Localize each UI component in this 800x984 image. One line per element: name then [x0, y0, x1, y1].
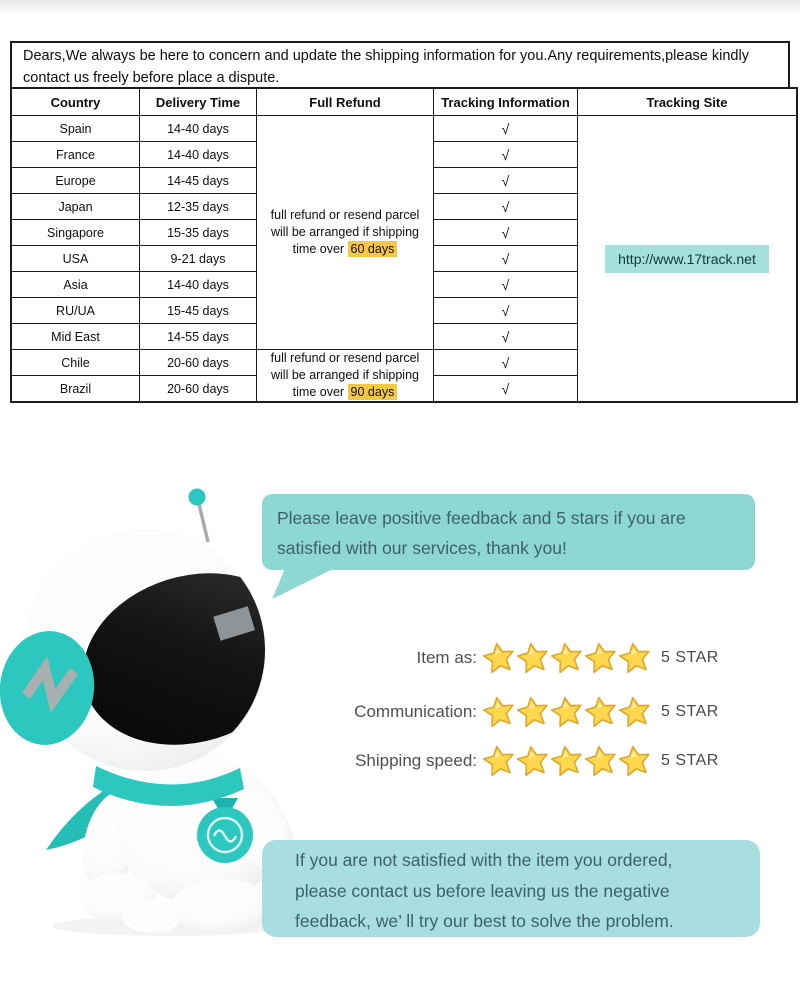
cell-tracking — [434, 220, 578, 246]
star-icon — [514, 693, 553, 732]
star-icon — [548, 742, 587, 781]
cell-country: Chile — [11, 350, 140, 376]
star-rating — [482, 641, 652, 675]
cell-delivery-time: 14-55 days — [140, 324, 257, 350]
cell-delivery-time: 15-35 days — [140, 220, 257, 246]
cell-tracking — [434, 142, 578, 168]
rating-row — [0, 641, 719, 675]
refund-policy-line: full refund or resend parcel — [270, 208, 420, 222]
refund-policy-line: will be arranged if shipping — [270, 225, 419, 239]
cell-delivery-time: 14-40 days — [140, 272, 257, 298]
robot-right-foot — [172, 879, 272, 933]
star-icon — [616, 693, 655, 732]
speech-bubble-line: satisfied with our services, thank you! — [277, 538, 567, 558]
cell-country: France — [11, 142, 140, 168]
footer-note-line: If you are not satisfied with the item you ordered, — [295, 850, 673, 870]
cell-country: Spain — [11, 116, 140, 142]
rating-row — [0, 744, 719, 778]
cell-tracking — [434, 116, 578, 142]
star-icon — [616, 742, 655, 781]
checkmark-icon: √ — [501, 198, 510, 215]
table-row — [11, 116, 797, 142]
star-icon — [616, 639, 655, 678]
checkmark-icon: √ — [501, 354, 510, 371]
cell-country: Mid East — [11, 324, 140, 350]
top-edge-shading — [0, 0, 800, 14]
star-rating — [482, 695, 652, 729]
cell-delivery-time: 12-35 days — [140, 194, 257, 220]
refund-policy-line: time over 60 days — [257, 241, 433, 258]
rating-suffix: 5 STAR — [661, 649, 719, 666]
cell-country: Europe — [11, 168, 140, 194]
cell-tracking — [434, 168, 578, 194]
antenna-icon — [189, 489, 209, 543]
cell-delivery-time: 20-60 days — [140, 376, 257, 403]
cell-delivery-time: 14-45 days — [140, 168, 257, 194]
checkmark-icon: √ — [501, 380, 510, 397]
star-icon — [514, 639, 553, 678]
cell-country: Singapore — [11, 220, 140, 246]
highlighted-days: 60 days — [348, 241, 398, 257]
cell-tracking — [434, 324, 578, 350]
shipping-table — [10, 87, 798, 403]
cell-delivery-time: 20-60 days — [140, 350, 257, 376]
column-header-full-refund: Full Refund — [257, 88, 434, 116]
star-icon — [480, 693, 519, 732]
notice-box — [10, 41, 790, 89]
notice-line: contact us freely before place a dispute. — [23, 69, 280, 86]
speech-bubble — [262, 494, 755, 570]
speech-bubble-line: Please leave positive feedback and 5 stars if you are — [277, 508, 686, 528]
checkmark-icon: √ — [501, 302, 510, 319]
cell-country: RU/UA — [11, 298, 140, 324]
cell-refund-policy — [257, 116, 434, 350]
rating-suffix: 5 STAR — [661, 703, 719, 720]
cell-delivery-time: 14-40 days — [140, 142, 257, 168]
star-icon — [582, 693, 621, 732]
cell-tracking — [434, 246, 578, 272]
cell-refund-policy — [257, 350, 434, 403]
notice-line: Dears,We always be here to concern and update the shipping information for you.Any requirements,please kindly — [23, 48, 749, 64]
refund-policy-line: will be arranged if shipping — [270, 368, 419, 382]
cell-tracking — [434, 194, 578, 220]
rating-suffix: 5 STAR — [661, 752, 719, 769]
cell-tracking — [434, 298, 578, 324]
cell-country: Brazil — [11, 376, 140, 403]
star-icon — [548, 693, 587, 732]
star-rating — [482, 744, 652, 778]
checkmark-icon: √ — [501, 224, 510, 241]
cell-tracking-site — [578, 116, 798, 403]
highlighted-days: 90 days — [348, 384, 398, 400]
cell-country: Asia — [11, 272, 140, 298]
cell-delivery-time: 14-40 days — [140, 116, 257, 142]
cell-delivery-time: 9-21 days — [140, 246, 257, 272]
cell-tracking — [434, 272, 578, 298]
checkmark-icon: √ — [501, 250, 510, 267]
checkmark-icon: √ — [501, 120, 510, 137]
refund-policy-line: full refund or resend parcel — [270, 351, 420, 365]
cell-country: Japan — [11, 194, 140, 220]
footer-note-line: feedback, we’ ll try our best to solve the problem. — [295, 911, 674, 931]
footer-note — [262, 840, 760, 937]
cell-delivery-time: 15-45 days — [140, 298, 257, 324]
shipping-table-body — [11, 116, 797, 403]
cell-tracking — [434, 376, 578, 403]
star-icon — [548, 639, 587, 678]
checkmark-icon: √ — [501, 276, 510, 293]
checkmark-icon: √ — [501, 328, 510, 345]
checkmark-icon: √ — [501, 146, 510, 163]
rating-label: Communication: — [354, 702, 477, 721]
rating-row — [0, 695, 719, 729]
rating-label: Item as: — [416, 648, 477, 667]
footer-note-line: please contact us before leaving us the negative — [295, 880, 670, 901]
star-icon — [480, 639, 519, 678]
cell-tracking — [434, 350, 578, 376]
column-header-tracking-information: Tracking Information — [434, 88, 578, 116]
star-icon — [582, 639, 621, 678]
star-icon — [480, 742, 519, 781]
cell-country: USA — [11, 246, 140, 272]
refund-policy-line: time over 90 days — [257, 384, 433, 401]
column-header-tracking-site: Tracking Site — [578, 88, 798, 116]
rating-label: Shipping speed: — [355, 751, 477, 770]
column-header-country: Country — [11, 88, 140, 116]
column-header-delivery-time: Delivery Time — [140, 88, 257, 116]
checkmark-icon: √ — [501, 172, 510, 189]
star-icon — [582, 742, 621, 781]
star-icon — [514, 742, 553, 781]
table-header-row — [11, 88, 797, 116]
tracking-site-link[interactable]: http://www.17track.net — [605, 245, 769, 273]
